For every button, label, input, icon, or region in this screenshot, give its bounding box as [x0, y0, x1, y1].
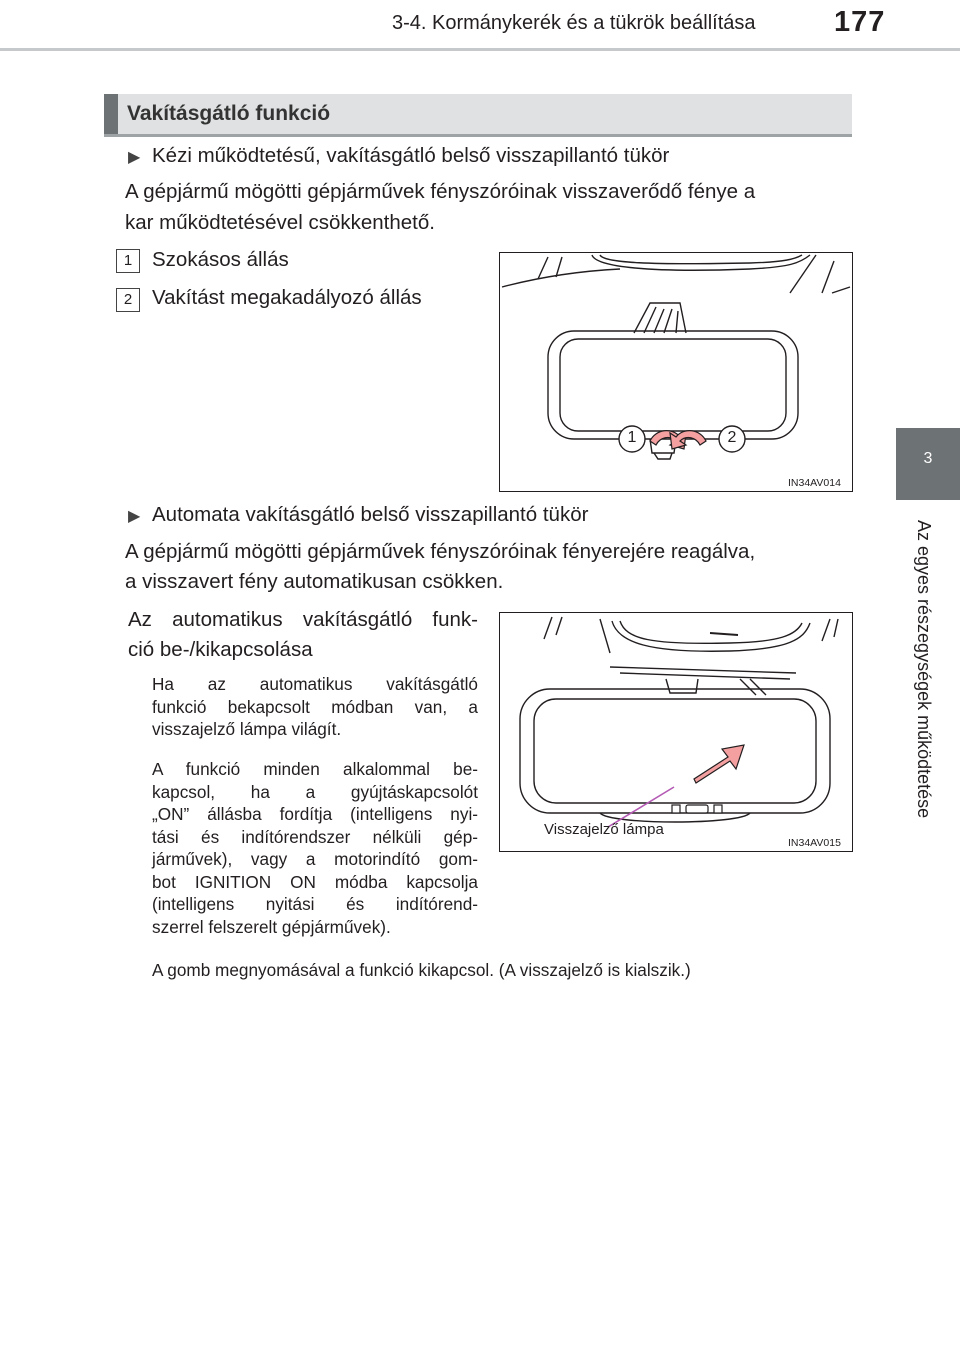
auto-mirror-desc-1: A gépjármű mögötti gépjárművek fényszóróinak fényerejére reagálva, — [125, 540, 756, 563]
auto-mirror-desc-2: a visszavert fény automatikusan csökken. — [125, 570, 504, 593]
para2-line: kapcsol, ha a gyújtáskapcsolót — [152, 781, 478, 802]
figure-callout-2: 2 — [727, 429, 737, 446]
para2-line: (intelligens nyitási és indítórend- — [152, 894, 478, 914]
manual-mirror-desc-1: A gépjármű mögötti gépjárművek fényszóróinak visszaverődő fénye a — [125, 180, 756, 203]
para2-line: A funkció minden alkalommal be- — [152, 759, 478, 779]
item-label-1: Szokásos állás — [152, 248, 289, 271]
para-deactivation: A gomb megnyomásával a funkció kikapcsol. (A visszajelző is kialszik.) — [152, 960, 691, 980]
para2-line: „ON” állásba fordítja (intelligens nyi- — [152, 804, 478, 824]
para2-line: tási és indítórendszer nélküli gép- — [152, 826, 478, 847]
para2-line: szerrel felszerelt gépjárművek). — [152, 916, 391, 937]
para2-line: járművek), vagy a motorindító gom- — [152, 849, 478, 869]
figure-callout-1: 1 — [627, 429, 637, 446]
section-title: Vakításgátló funkció — [127, 102, 331, 125]
switch-title-2: ció be-/kikapcsolása — [128, 638, 313, 661]
para-indicator-on — [152, 673, 478, 741]
bullet-triangle-icon: ▶ — [128, 508, 141, 525]
para1-line: funkció bekapcsolt módban van, a — [152, 696, 478, 717]
item-number-1: 1 — [116, 249, 140, 273]
figure-code: IN34AV015 — [788, 837, 841, 849]
figure-code: IN34AV014 — [788, 477, 841, 489]
para2-line: bot IGNITION ON módba kapcsolja — [152, 871, 478, 892]
para1-line: visszajelző lámpa világít. — [152, 719, 342, 739]
indicator-lamp-callout: Visszajelző lámpa — [544, 821, 664, 838]
chapter-title: Az egyes részegységek működtetése — [914, 520, 934, 819]
bullet-triangle-icon: ▶ — [128, 149, 141, 166]
running-header: 3-4. Kormánykerék és a tükrök beállítása — [392, 12, 756, 34]
item-number-2: 2 — [116, 288, 140, 312]
para1-line: Ha az automatikus vakításgátló — [152, 674, 478, 694]
manual-mirror-heading: Kézi működtetésű, vakításgátló belső visszapillantó tükör — [152, 144, 670, 167]
para-activation — [152, 758, 478, 938]
item-label-2: Vakítást megakadályozó állás — [152, 286, 422, 309]
chapter-number: 3 — [923, 450, 933, 467]
header-rule — [0, 48, 960, 51]
figure-manual-mirror — [499, 252, 853, 492]
figure-auto-mirror — [499, 612, 853, 852]
page-number: 177 — [834, 6, 886, 38]
section-marker — [104, 94, 118, 134]
auto-mirror-illustration — [500, 613, 852, 851]
auto-mirror-heading: Automata vakításgátló belső visszapillantó tükör — [152, 503, 589, 526]
arrow-icon — [694, 745, 744, 783]
manual-mirror-desc-2: kar működtetésével csökkenthető. — [125, 211, 435, 234]
switch-title-1: Az automatikus vakításgátló funk- — [128, 608, 478, 631]
manual-mirror-illustration — [500, 253, 852, 491]
